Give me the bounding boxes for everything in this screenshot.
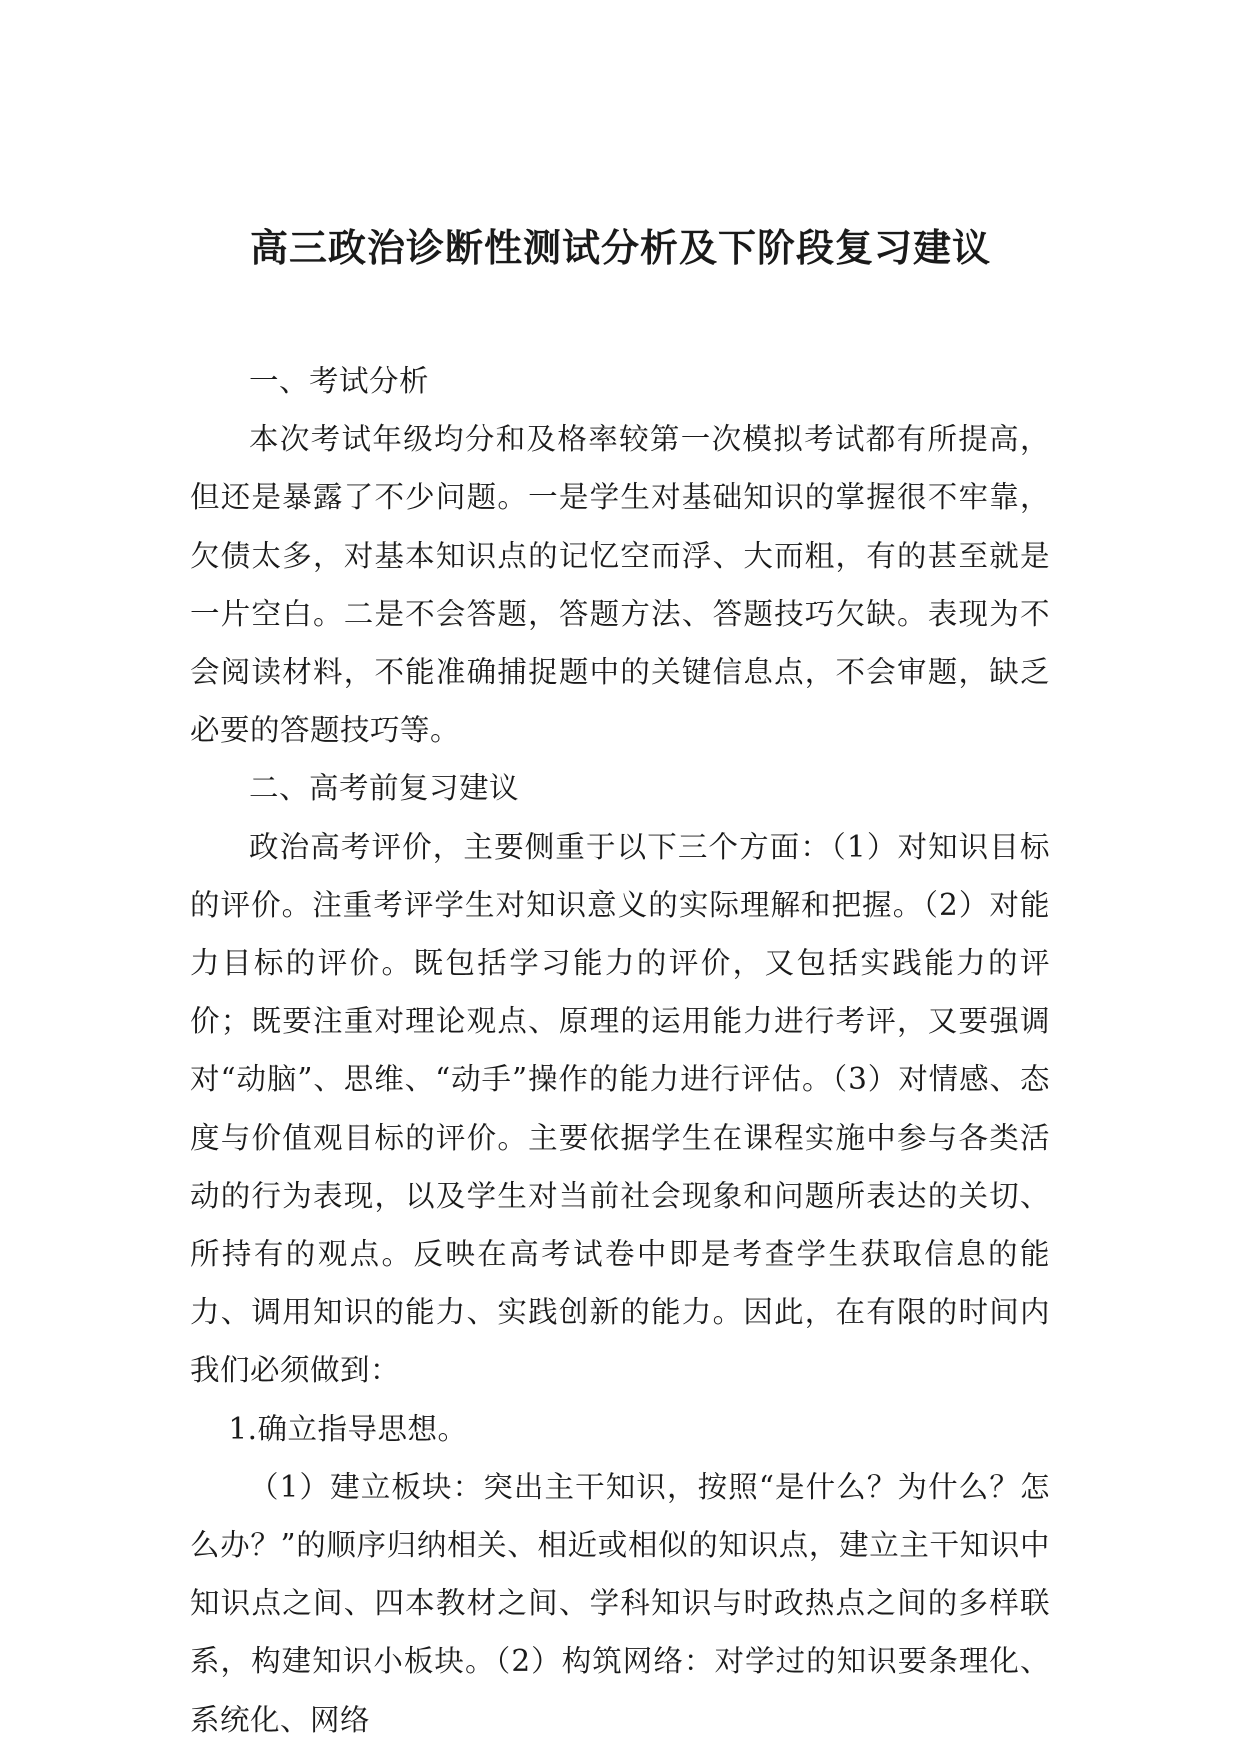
paragraph-build-blocks: （1）建立板块：突出主干知识，按照“是什么？为什么？怎么办？”的顺序归纳相关、相近或相似的知识点，建立主干知识中知识点之间、四本教材之间、学科知识与时政热点之间的多样联系，构建知识小板块。（2）构筑网络：对学过的知识要条理化、系统化、网络 — [190, 1469, 1050, 1737]
paragraph-evaluation-aspects: 政治高考评价，主要侧重于以下三个方面：（1）对知识目标的评价。注重考评学生对知识意义的实际理解和把握。（2）对能力目标的评价。既包括学习能力的评价，又包括实践能力的评价；既要注重对理论观点、原理的运用能力进行考评，又要强调对“动脑”、思维、“动手”操作的能力进行评估。（3）对情感、态度与价值观目标的评价。主要依据学生在课程实施中参与各类活动的行为表现，以及学生对当前社会现象和问题所表达的关切、所持有的观点。反映在高考试卷中即是考查学生获取信息的能力、调用知识的能力、实践创新的能力。因此，在有限的时间内我们必须做到： — [190, 829, 1050, 1388]
paragraph-exam-analysis: 本次考试年级均分和及格率较第一次模拟考试都有所提高，但还是暴露了不少问题。一是学生对基础知识的掌握很不牢靠，欠债太多，对基本知识点的记忆空而浮、大而粗，有的甚至就是一片空白。二是不会答题，答题方法、答题技巧欠缺。表现为不会阅读材料，不能准确捕捉题中的关键信息点，不会审题，缺乏必要的答题技巧等。 — [190, 422, 1050, 748]
document-body — [190, 352, 1050, 1749]
section-heading-exam-analysis: 一、考试分析 — [249, 364, 430, 398]
list-item-guiding-idea: 1.确立指导思想。 — [228, 1411, 468, 1446]
section-heading-review-suggestions: 二、高考前复习建议 — [249, 771, 520, 806]
document-title: 高三政治诊断性测试分析及下阶段复习建议 — [249, 225, 991, 270]
